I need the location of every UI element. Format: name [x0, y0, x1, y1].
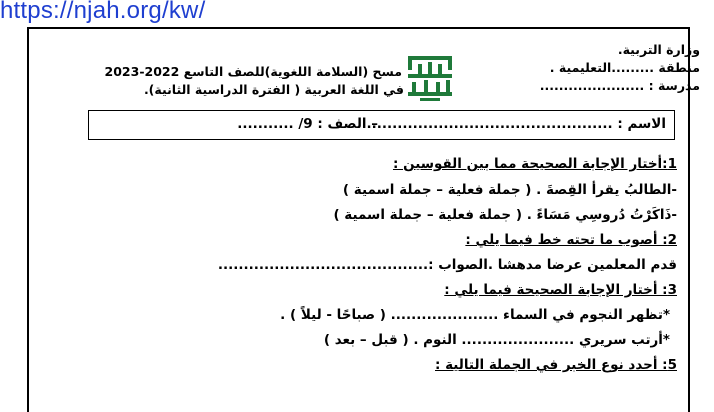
question-2-title-text: 2: أصوب ما تحته خط فيما يلي :: [465, 232, 677, 248]
question-1-line-1: -الطالبُ يقرأ القِصةَ . ( جملة فعلية – جملة اسمية ): [342, 182, 677, 198]
question-1-line-2: -ذَاكَرْتُ دُروسِي مَسَاءً . ( جملة فعلية – جملة اسمية ): [333, 207, 677, 223]
source-url[interactable]: https://njah.org/kw/: [0, 0, 206, 24]
name-label: الاسم : ................................................: [366, 116, 666, 132]
question-1-title: 1:أختار الإجابة الصحيحة مما بين القوسين :: [392, 156, 677, 172]
survey-subtitle: في اللغة العربية ( الفترة الدراسية الثانية).: [143, 82, 404, 97]
question-3-title: 3: أختار الإجابة الصحيحة فيما يلي :: [444, 282, 677, 298]
survey-title: مسح (السلامة اللغوية)للصف التاسع 2022-2023: [104, 64, 402, 79]
arabic-calligraphy-logo: [402, 52, 458, 104]
ministry-label: وزارة التربية.: [617, 42, 700, 57]
question-3-line-2: *أرتب سريري ...................... النوم . ( قبل – بعد ): [323, 332, 670, 348]
school-label: مدرسة : ......................: [539, 78, 700, 93]
class-label: – الصف : 9/ ...........: [237, 116, 378, 132]
question-5-title: 5: أحدد نوع الخبر في الجملة التالية :: [435, 357, 677, 373]
question-2-line-1: قدم المعلمين عرضا مدهشا .الصواب :.........................................: [217, 257, 677, 273]
question-2-title: [465, 232, 677, 248]
region-label: منطقة .........التعليمية .: [549, 60, 700, 75]
question-3-line-1: *تظهر النجوم في السماء ..................... ( صباحًا - ليلاً ) .: [280, 307, 670, 323]
